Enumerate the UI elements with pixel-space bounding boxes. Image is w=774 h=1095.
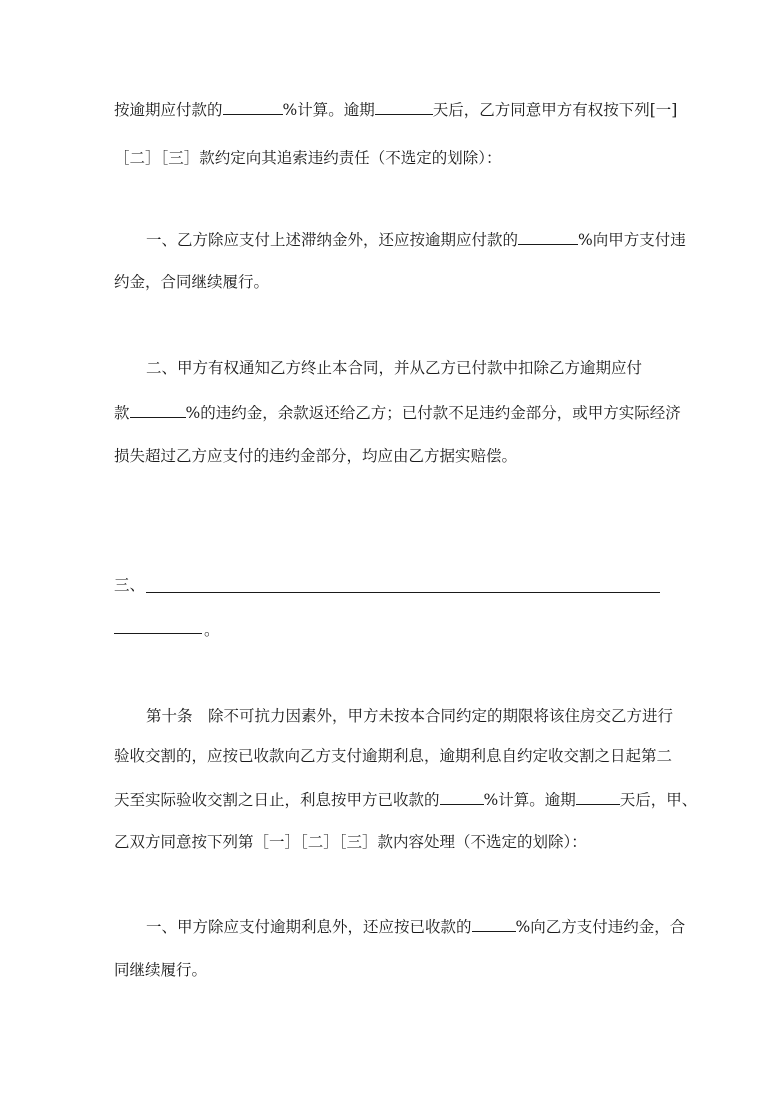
para1-line2: [114, 148, 502, 168]
a10-clause1-line1: [146, 917, 685, 937]
a10-clause1-text-c: 同继续履行。: [114, 961, 208, 979]
clause1-text-c: 约金，合同继续履行。: [114, 273, 270, 291]
clause3-short-blank[interactable]: [114, 633, 202, 634]
overdue-rate-blank[interactable]: [223, 100, 283, 115]
clause2-line1: [146, 358, 642, 378]
clause2-line3: [114, 446, 517, 466]
clause1-line2: [114, 272, 269, 292]
clause2-penalty-blank[interactable]: [130, 403, 186, 418]
clause3-line1: [114, 575, 145, 595]
article10-line2: [114, 746, 672, 766]
clause3-label: 三、: [114, 576, 146, 594]
para1-text-b: %计算。逾期: [282, 101, 375, 119]
a10-clause1-penalty-blank[interactable]: [472, 917, 516, 932]
article10-text-d: %计算。逾期: [483, 791, 576, 809]
para1-line1: [114, 100, 677, 120]
article10-line1: [146, 706, 673, 726]
a10-clause1-text-a: 一、甲方除应支付逾期利息外，还应按已收款的: [146, 918, 472, 936]
clause2-text-d: 损失超过乙方应支付的违约金部分，均应由乙方据实赔偿。: [114, 447, 518, 465]
clause3-long-blank[interactable]: [146, 592, 660, 593]
article10-line4: [114, 832, 587, 852]
article10-interest-blank[interactable]: [440, 790, 484, 805]
article10-days-blank[interactable]: [576, 790, 620, 805]
clause2-text-a: 二、甲方有权通知乙方终止本合同，并从乙方已付款中扣除乙方逾期应付: [146, 359, 643, 377]
para1-text-a: 按逾期应付款的: [114, 101, 223, 119]
clause3-period: 。: [204, 621, 220, 639]
article10-text-f: 乙双方同意按下列第［一］［二］［三］款内容处理（不选定的划除）：: [114, 833, 587, 851]
article10-text-c: 天至实际验收交割之日止，利息按甲方已收款的: [114, 791, 440, 809]
para1-text-d: ［二］［三］款约定向其追索违约责任（不选定的划除）：: [114, 149, 502, 167]
clause3-end: [204, 620, 220, 640]
clause1-text-b: %向甲方支付违: [578, 231, 686, 249]
clause1-text-a: 一、乙方除应支付上述滞纳金外，还应按逾期应付款的: [146, 231, 519, 249]
clause2-text-c: %的违约金，余款返还给乙方；已付款不足违约金部分，或甲方实际经济: [185, 404, 681, 422]
article10-text-b: 验收交割的，应按已收款向乙方支付逾期利息，逾期利息自约定收交割之日起第二: [114, 747, 673, 765]
article10-text-e: 天后，甲、: [619, 791, 698, 809]
article10-text-a: 第十条 除不可抗力因素外，甲方未按本合同约定的期限将该住房交乙方进行: [146, 707, 674, 725]
clause2-text-b: 款: [114, 404, 130, 422]
clause2-line2: [114, 403, 681, 423]
a10-clause1-line2: [114, 960, 207, 980]
clause1-line1: [146, 230, 686, 250]
clause1-penalty-blank[interactable]: [518, 230, 578, 245]
overdue-days-blank[interactable]: [375, 100, 433, 115]
article10-line3: [114, 790, 697, 810]
para1-text-c: 天后，乙方同意甲方有权按下列[一]: [432, 101, 678, 119]
a10-clause1-text-b: %向乙方支付违约金，合: [515, 918, 686, 936]
